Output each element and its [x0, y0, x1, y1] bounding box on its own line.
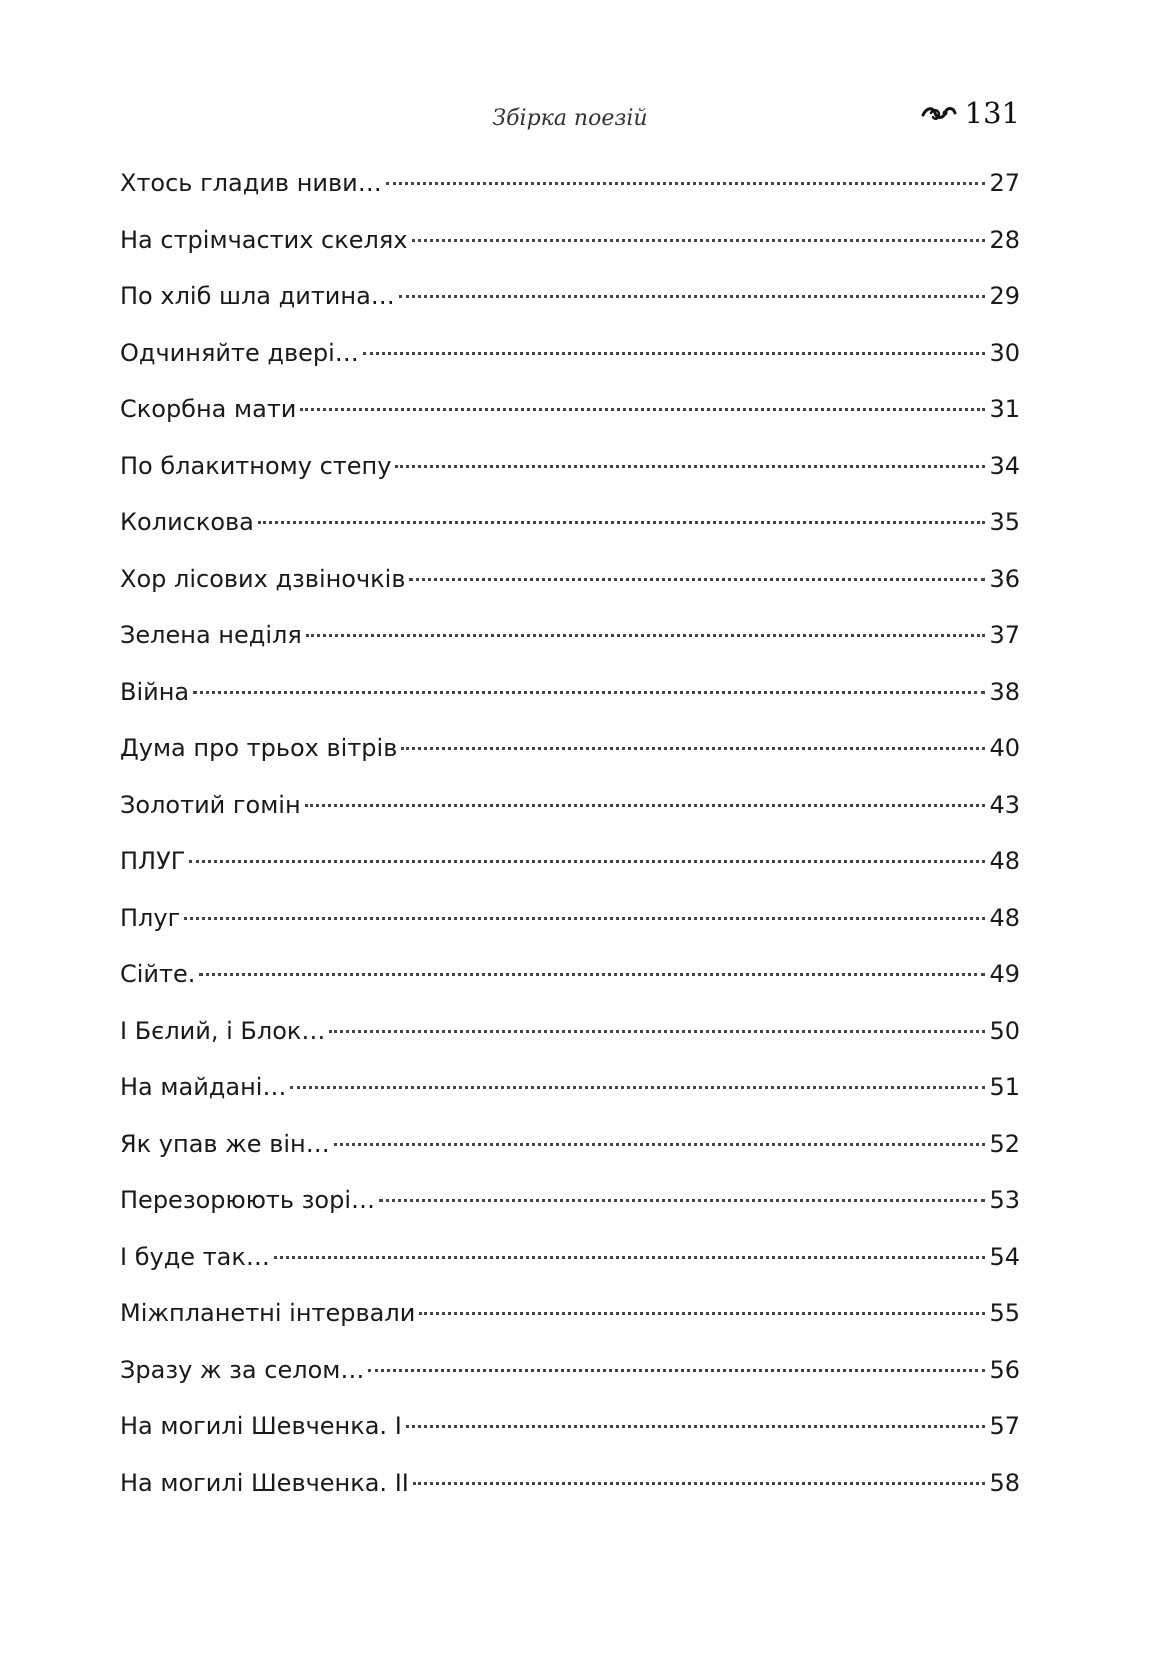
toc-entry — [120, 720, 1020, 777]
toc-entry-title: Хтось гладив ниви… — [120, 169, 382, 197]
toc-entry-title: Колискова — [120, 508, 254, 536]
toc-entry-page: 49 — [989, 960, 1020, 988]
toc-entry-page: 27 — [989, 169, 1020, 197]
toc-entry — [120, 325, 1020, 382]
toc-entry-page: 43 — [989, 790, 1020, 819]
toc-entry-page: 54 — [989, 1242, 1020, 1271]
table-of-contents — [120, 155, 1020, 1511]
toc-entry — [120, 494, 1020, 551]
page-number: 131 — [964, 96, 1020, 130]
toc-entry-title: Зразу ж за селом… — [120, 1355, 365, 1384]
toc-entry — [120, 833, 1020, 890]
toc-dot-leader — [409, 554, 985, 581]
toc-entry-title: На могилі Шевченка. II — [120, 1468, 409, 1497]
toc-entry — [120, 1398, 1020, 1455]
toc-entry-page: 52 — [989, 1129, 1020, 1158]
toc-dot-leader — [305, 780, 986, 807]
toc-entry — [120, 1059, 1020, 1116]
toc-entry-title: Війна — [120, 677, 190, 706]
toc-entry-page: 36 — [989, 564, 1020, 593]
toc-dot-leader — [399, 271, 986, 298]
running-title: Збірка поезій — [492, 106, 648, 131]
toc-dot-leader — [386, 158, 986, 185]
toc-entry-title: Одчиняйте двері… — [120, 338, 359, 367]
toc-entry-page: 50 — [989, 1016, 1020, 1045]
toc-entry — [120, 438, 1020, 495]
toc-dot-leader — [300, 384, 985, 411]
toc-entry-title: Зелена неділя — [120, 621, 302, 649]
toc-entry-page: 55 — [989, 1299, 1020, 1327]
toc-entry-page: 40 — [989, 734, 1020, 762]
toc-entry-title: Дума про трьох вітрів — [120, 734, 398, 762]
toc-entry-page: 48 — [989, 903, 1020, 932]
toc-entry-title: Сійте. — [120, 960, 196, 988]
toc-entry-title: Міжпланетні інтервали — [120, 1299, 416, 1327]
toc-entry-title: На майдані… — [120, 1073, 287, 1101]
toc-entry — [120, 1229, 1020, 1286]
toc-entry-title: На стрімчастих скелях — [120, 225, 408, 254]
toc-entry — [120, 1116, 1020, 1173]
toc-entry-page: 31 — [989, 395, 1020, 423]
toc-entry-title: Плуг — [120, 903, 181, 932]
toc-dot-leader — [334, 1119, 986, 1146]
toc-dot-leader — [401, 723, 985, 750]
toc-entry-title: На могилі Шевченка. I — [120, 1412, 402, 1440]
toc-dot-leader — [274, 1232, 986, 1259]
toc-dot-leader — [258, 497, 986, 524]
toc-entry-page: 58 — [989, 1468, 1020, 1497]
fleuron-icon — [921, 101, 957, 125]
toc-entry-title: Перезорюють зорі… — [120, 1186, 375, 1214]
toc-entry — [120, 664, 1020, 721]
toc-dot-leader — [306, 610, 986, 637]
toc-dot-leader — [419, 1288, 985, 1315]
toc-entry — [120, 212, 1020, 269]
toc-entry-page: 37 — [989, 621, 1020, 649]
toc-entry — [120, 1342, 1020, 1399]
toc-entry-title: По блакитному степу — [120, 451, 392, 480]
toc-entry-page: 38 — [989, 677, 1020, 706]
toc-entry — [120, 890, 1020, 947]
page-number-group — [921, 96, 1020, 130]
toc-entry — [120, 381, 1020, 438]
toc-entry-page: 51 — [989, 1073, 1020, 1101]
toc-entry-page: 29 — [989, 282, 1020, 310]
toc-entry-page: 28 — [989, 225, 1020, 254]
toc-entry-title: Хор лісових дзвіночків — [120, 564, 406, 593]
toc-entry — [120, 777, 1020, 834]
toc-entry-title: Золотий гомін — [120, 790, 301, 819]
toc-dot-leader — [368, 1345, 985, 1372]
toc-entry — [120, 1455, 1020, 1512]
toc-entry — [120, 946, 1020, 1003]
toc-dot-leader — [290, 1062, 985, 1089]
toc-entry — [120, 1172, 1020, 1229]
toc-entry — [120, 1285, 1020, 1342]
toc-entry — [120, 1003, 1020, 1060]
toc-dot-leader — [395, 441, 985, 468]
toc-entry — [120, 155, 1020, 212]
toc-dot-leader — [363, 328, 986, 355]
toc-dot-leader — [189, 836, 985, 863]
toc-entry-title: Як упав же він… — [120, 1129, 330, 1158]
toc-dot-leader — [199, 949, 985, 976]
toc-entry-title: І буде так… — [120, 1242, 270, 1271]
page-header — [120, 96, 1020, 144]
toc-dot-leader — [413, 1458, 986, 1485]
toc-entry-title: ПЛУГ — [120, 847, 186, 875]
toc-entry — [120, 268, 1020, 325]
toc-entry-page: 30 — [989, 338, 1020, 367]
toc-dot-leader — [329, 1006, 985, 1033]
toc-entry-title: По хліб шла дитина… — [120, 282, 395, 310]
toc-dot-leader — [412, 215, 986, 242]
toc-dot-leader — [379, 1175, 985, 1202]
toc-dot-leader — [193, 667, 985, 694]
toc-dot-leader — [184, 893, 985, 920]
toc-entry-page: 48 — [989, 847, 1020, 875]
toc-entry-page: 56 — [989, 1355, 1020, 1384]
toc-entry-title: Скорбна мати — [120, 395, 297, 423]
toc-entry-page: 53 — [989, 1186, 1020, 1214]
toc-dot-leader — [406, 1401, 986, 1428]
toc-entry — [120, 607, 1020, 664]
toc-entry-page: 35 — [989, 508, 1020, 536]
toc-entry — [120, 551, 1020, 608]
toc-entry-title: І Бєлий, і Блок… — [120, 1016, 326, 1045]
toc-entry-page: 34 — [989, 451, 1020, 480]
toc-entry-page: 57 — [989, 1412, 1020, 1440]
